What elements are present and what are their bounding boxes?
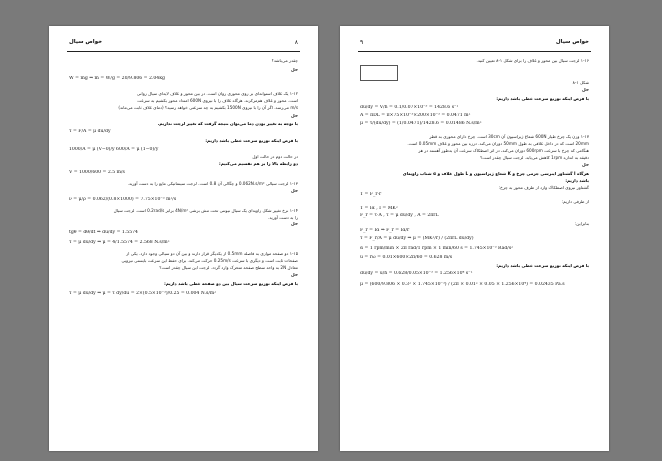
equation-line: τ = μ du/dy ⇒ μ = 4/1.5574 = 2.568 N.s/m²	[69, 240, 170, 245]
equation-line: tgθ = dθ/dt ⇒ du/dy = 1.5574	[69, 230, 138, 235]
text-line: با فرض اینکه توزیع سرعت خطی باشد داریم:	[496, 96, 589, 101]
equation-line: du/dy = u/h = 0.628/0.05×10⁻³ = 1.256×10⁴ s⁻¹	[360, 271, 473, 276]
page-body	[360, 58, 589, 441]
page-header	[67, 39, 300, 52]
page-body	[69, 58, 298, 441]
solution-label: حل	[290, 114, 298, 119]
text-line: هنگامی که چرخ با سرعت 600rpm دوران می‌کند، در اثر اصطکاک سرعت آن به‌طور آهسته در هر	[418, 148, 589, 153]
equation-line: T = Iα , I = MK²	[360, 206, 398, 211]
page-number: ۹	[360, 39, 364, 46]
equation-line: μ = τ/(du/dy) = (1/0.0471)/1428.6 = 0.01486 N.s/m²	[360, 121, 482, 126]
equation-line: du/dy = V/h = 0.1/0.07×10⁻³ = 1428.6 s⁻¹	[360, 105, 459, 110]
equation-line: ν = μ/ρ = 0.062/(0.8×1000) = 7.75×10⁻⁵ m²/s	[69, 197, 177, 202]
equation-line: τ = F_r/A = μ du/dy ⇒ μ = (MK²/r) / (2πrL du/dy)	[360, 236, 474, 241]
equation-line: F_r = τ·A , τ = μ du/dy , A = 2πrL	[360, 213, 439, 218]
text-line: باشد داریم:	[565, 178, 589, 183]
solution-label: حل	[290, 189, 298, 194]
text-line: را به دست آورید.	[268, 215, 298, 220]
text-line: با توجه به تغییر بودن دما می‌توان نتیجه گرفت که تغییر لزجت نداریم.	[157, 121, 298, 126]
equation-line: τ = F/A = μ du/dy	[69, 129, 111, 134]
equation-line: μ = (600/9.806 × 0.3² × 1.745×10⁻³) / (2π × 0.01² × 0.05 × 1.256×10⁴) = 0.02435 Pa.s	[360, 282, 565, 287]
shaft-sleeve-figure	[360, 65, 398, 81]
text-line: m/s می‌رسد. اگر آن را با نیروی 1500N بکشیم به چه سرعتی خواهد رسید؟ (دمای غلاف ثابت می‌ماند)	[118, 105, 298, 110]
text-line: با فرض اینکه توزیع سرعت سیال بین دو صفحه خطی باشد داریم:	[164, 281, 298, 286]
text-line: گشتاور نیروی اصطکاک وارد از طرف محور به چرخ:	[498, 185, 589, 190]
text-line: ۱-۱۷ وزن یک چرخ طیار 600N شعاع ژیراسیون آن 30cm است. چرخ دارای محوری به قطر	[429, 134, 589, 139]
equation-line: F_r = Iα ⇒ F_r = Iα/r	[360, 228, 410, 233]
text-line: 20mm است که در داخل غلافی به طول 50mm دوران می‌کند. درزه بین محور و غلاف 0.05mm است.	[407, 141, 589, 146]
equation-line: α = 1 rpm/min × 2π rad/1 rpm × 1 min/60 s = 1.745×10⁻³ Rad/s²	[360, 246, 514, 251]
running-title: خواص سیال	[555, 39, 589, 45]
solution-label: حل	[581, 163, 589, 168]
text-line: ۱-۱۳ لزجت سیالی 0.062N.s/m² و چگالی آن 0.8 است. لزجت سینماتیکی مایع را به دست آورید.	[127, 181, 298, 186]
equation-line: W = mg ⇒ m = W/g = 20/9.806 = 2.04kg	[69, 76, 165, 81]
equation-line: u = rω = 0.01×600×2π/60 = 0.628 m/s	[360, 255, 453, 260]
equation-line: 1000/A = μ (V−0)/y 600/A = μ (1−0)/y	[69, 147, 159, 152]
text-line: از طرفی داریم:	[561, 199, 589, 204]
text-line: هرگاه I گشتاور اینرسی جرمی چرخ و K شعاع ژیراسیون و L طول غلاف و α شتاب زاویه‌ای	[402, 171, 589, 176]
text-line: با فرض اینکه توزیع سرعت خطی باشد داریم:	[496, 263, 589, 268]
solution-label: حل	[290, 222, 298, 227]
right-page	[340, 26, 609, 451]
text-line: در حالت دوم در حالت اول	[252, 154, 298, 159]
text-line: ۱-۱۵ دو صفحه موازی به فاصله 0.5mm از یکدیگر قرار دارند و بین آن دو سیالی وجود دارد. یکی از	[126, 251, 298, 256]
equation-line: T = F_r·r	[360, 192, 382, 197]
text-line: است. محور و غلاف هم‌مرکزند. هرگاه غلاف را با نیروی 600N امتداد محور بکشیم به سرعت	[137, 98, 298, 103]
page-header	[358, 39, 591, 52]
solution-label: حل	[290, 273, 298, 278]
running-title: خواص سیال	[69, 39, 103, 45]
text-line: ۱-۱۴ نرخ تغییر شکل زاویه‌ای یک سیال نیوتنی تحت تنش برشی 4N/m² برابر 0.2rad/s است. لزجت سیال	[113, 208, 298, 213]
equation-line: V = 1000/600 = 2.5 m/s	[69, 170, 125, 175]
equation-line: A = πDL = π×75×10⁻³×200×10⁻³ = 0.0471 m²	[360, 113, 471, 118]
text-line: ۱-۱۲ یک غلاف استوانه‌ای بر روی محوری روان است. در بین محور و غلاف لایه‌ای سیال روانی	[136, 91, 298, 96]
equation-line: τ = μ du/dy ⇒ μ = τ dy/du = 2×(0.5×10⁻³)/0.25 = 0.004 N.s/m²	[69, 291, 217, 296]
text-line: صفحات ثابت است و دیگری با سرعت 0.25m/s حرکت می‌کند. برای حفظ این سرعت بایستی نیرویی	[121, 258, 298, 263]
text-line: با فرض اینکه توزیع سرعت خطی باشد داریم:	[205, 138, 298, 143]
text-line: ۱-۱۶ لزجت سیال بین محور و غلاف را برای شکل ۱-۸ تعیین کنید.	[476, 58, 589, 63]
text-line: معادل 2N به واحد سطح صفحه متحرک وارد گردد. لزجت این سیال چقدر است؟	[159, 265, 298, 270]
left-page	[49, 26, 318, 451]
text-line: دو رابطه بالا را بر هم تقسیم می‌کنیم:	[219, 161, 298, 166]
solution-label: حل	[290, 68, 298, 73]
solution-label: حل	[581, 88, 589, 93]
page-number: ۸	[294, 39, 298, 46]
text-line: چقدر می‌باشد؟	[271, 58, 298, 63]
text-line: بنابراین:	[574, 221, 589, 226]
text-line: شکل ۱-۸	[572, 80, 589, 85]
text-line: دقیقه به اندازه 1rpm کاهش می‌یابد. لزجت سیال چقدر است؟	[480, 155, 589, 160]
